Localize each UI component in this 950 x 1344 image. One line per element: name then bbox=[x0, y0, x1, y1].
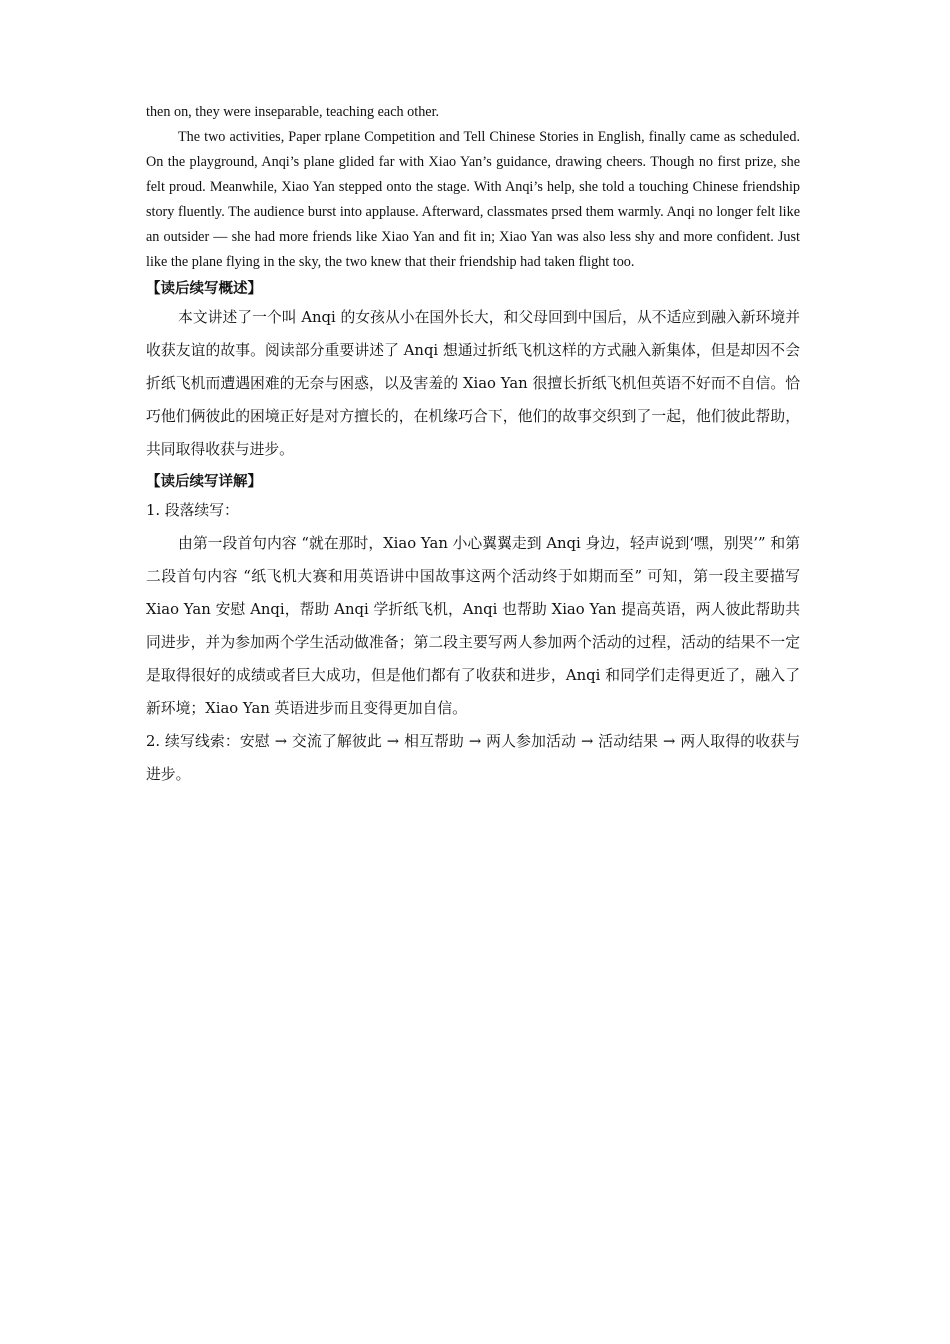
detail-item1-text: 由第一段首句内容 “就在那时，Xiao Yan 小心翼翼走到 Anqi 身边，轻声说到‘嘿，别哭’” 和第二段首句内容 “纸飞机大赛和用英语讲中国故事这两个活动终于如期而至” 可知，第一段主要描写 Xiao Yan 安慰 Anqi，帮助 Anqi 学折纸飞机，Anqi 也帮助 Xiao Yan 提高英语，两人彼此帮助共同进步，并为参加两个学生活动做准备；第二段主要写两人参加两个活动的过程，活动的结果不一定是取得很好的成绩或者巨大成功，但是他们都有了收获和进步，Anqi 和同学们走得更近了，融入了新环境；Xiao Yan 英语进步而且变得更加自信。 bbox=[146, 535, 800, 717]
detail-item1-title: 1. 段落续写： bbox=[146, 502, 239, 519]
document-page bbox=[146, 100, 800, 791]
english-continuation bbox=[146, 100, 800, 275]
english-paragraph: The two activities, Paper rplane Competition and Tell Chinese Stories in English, finally came as scheduled. On the playground, Anqi’s plane glided far with Xiao Yan’s guidance, drawing cheers. Though no first prize, she felt proud. Meanwhile, Xiao Yan stepped onto the stage. With Anqi’s help, she told a touching Chinese friendship story fluently. The audience burst into applause. Afterward, classmates prsed them warmly. Anqi no longer felt like an outsider — she had more friends like Xiao Yan and fit in; Xiao Yan was also less shy and more confident. Just like the plane flying in the sky, the two knew that their friendship had taken flight too. bbox=[146, 129, 800, 270]
english-paragraph-fragment: then on, they were inseparable, teaching each other. bbox=[146, 104, 440, 120]
detail-heading: 【读后续写详解】 bbox=[146, 474, 262, 490]
detail-item2-text: 2. 续写线索：安慰 → 交流了解彼此 → 相互帮助 → 两人参加活动 → 活动结果 → 两人取得的收获与进步。 bbox=[146, 733, 800, 783]
summary-section bbox=[146, 277, 800, 466]
summary-text: 本文讲述了一个叫 Anqi 的女孩从小在国外长大，和父母回到中国后，从不适应到融入新环境并收获友谊的故事。阅读部分重要讲述了 Anqi 想通过折纸飞机这样的方式融入新集体，但是却因不会折纸飞机而遭遇困难的无奈与困惑，以及害羞的 Xiao Yan 很擅长折纸飞机但英语不好而不自信。恰巧他们俩彼此的困境正好是对方擅长的，在机缘巧合下，他们的故事交织到了一起，他们彼此帮助，共同取得收获与进步。 bbox=[146, 309, 800, 458]
detail-section bbox=[146, 470, 800, 791]
summary-heading: 【读后续写概述】 bbox=[146, 281, 262, 297]
